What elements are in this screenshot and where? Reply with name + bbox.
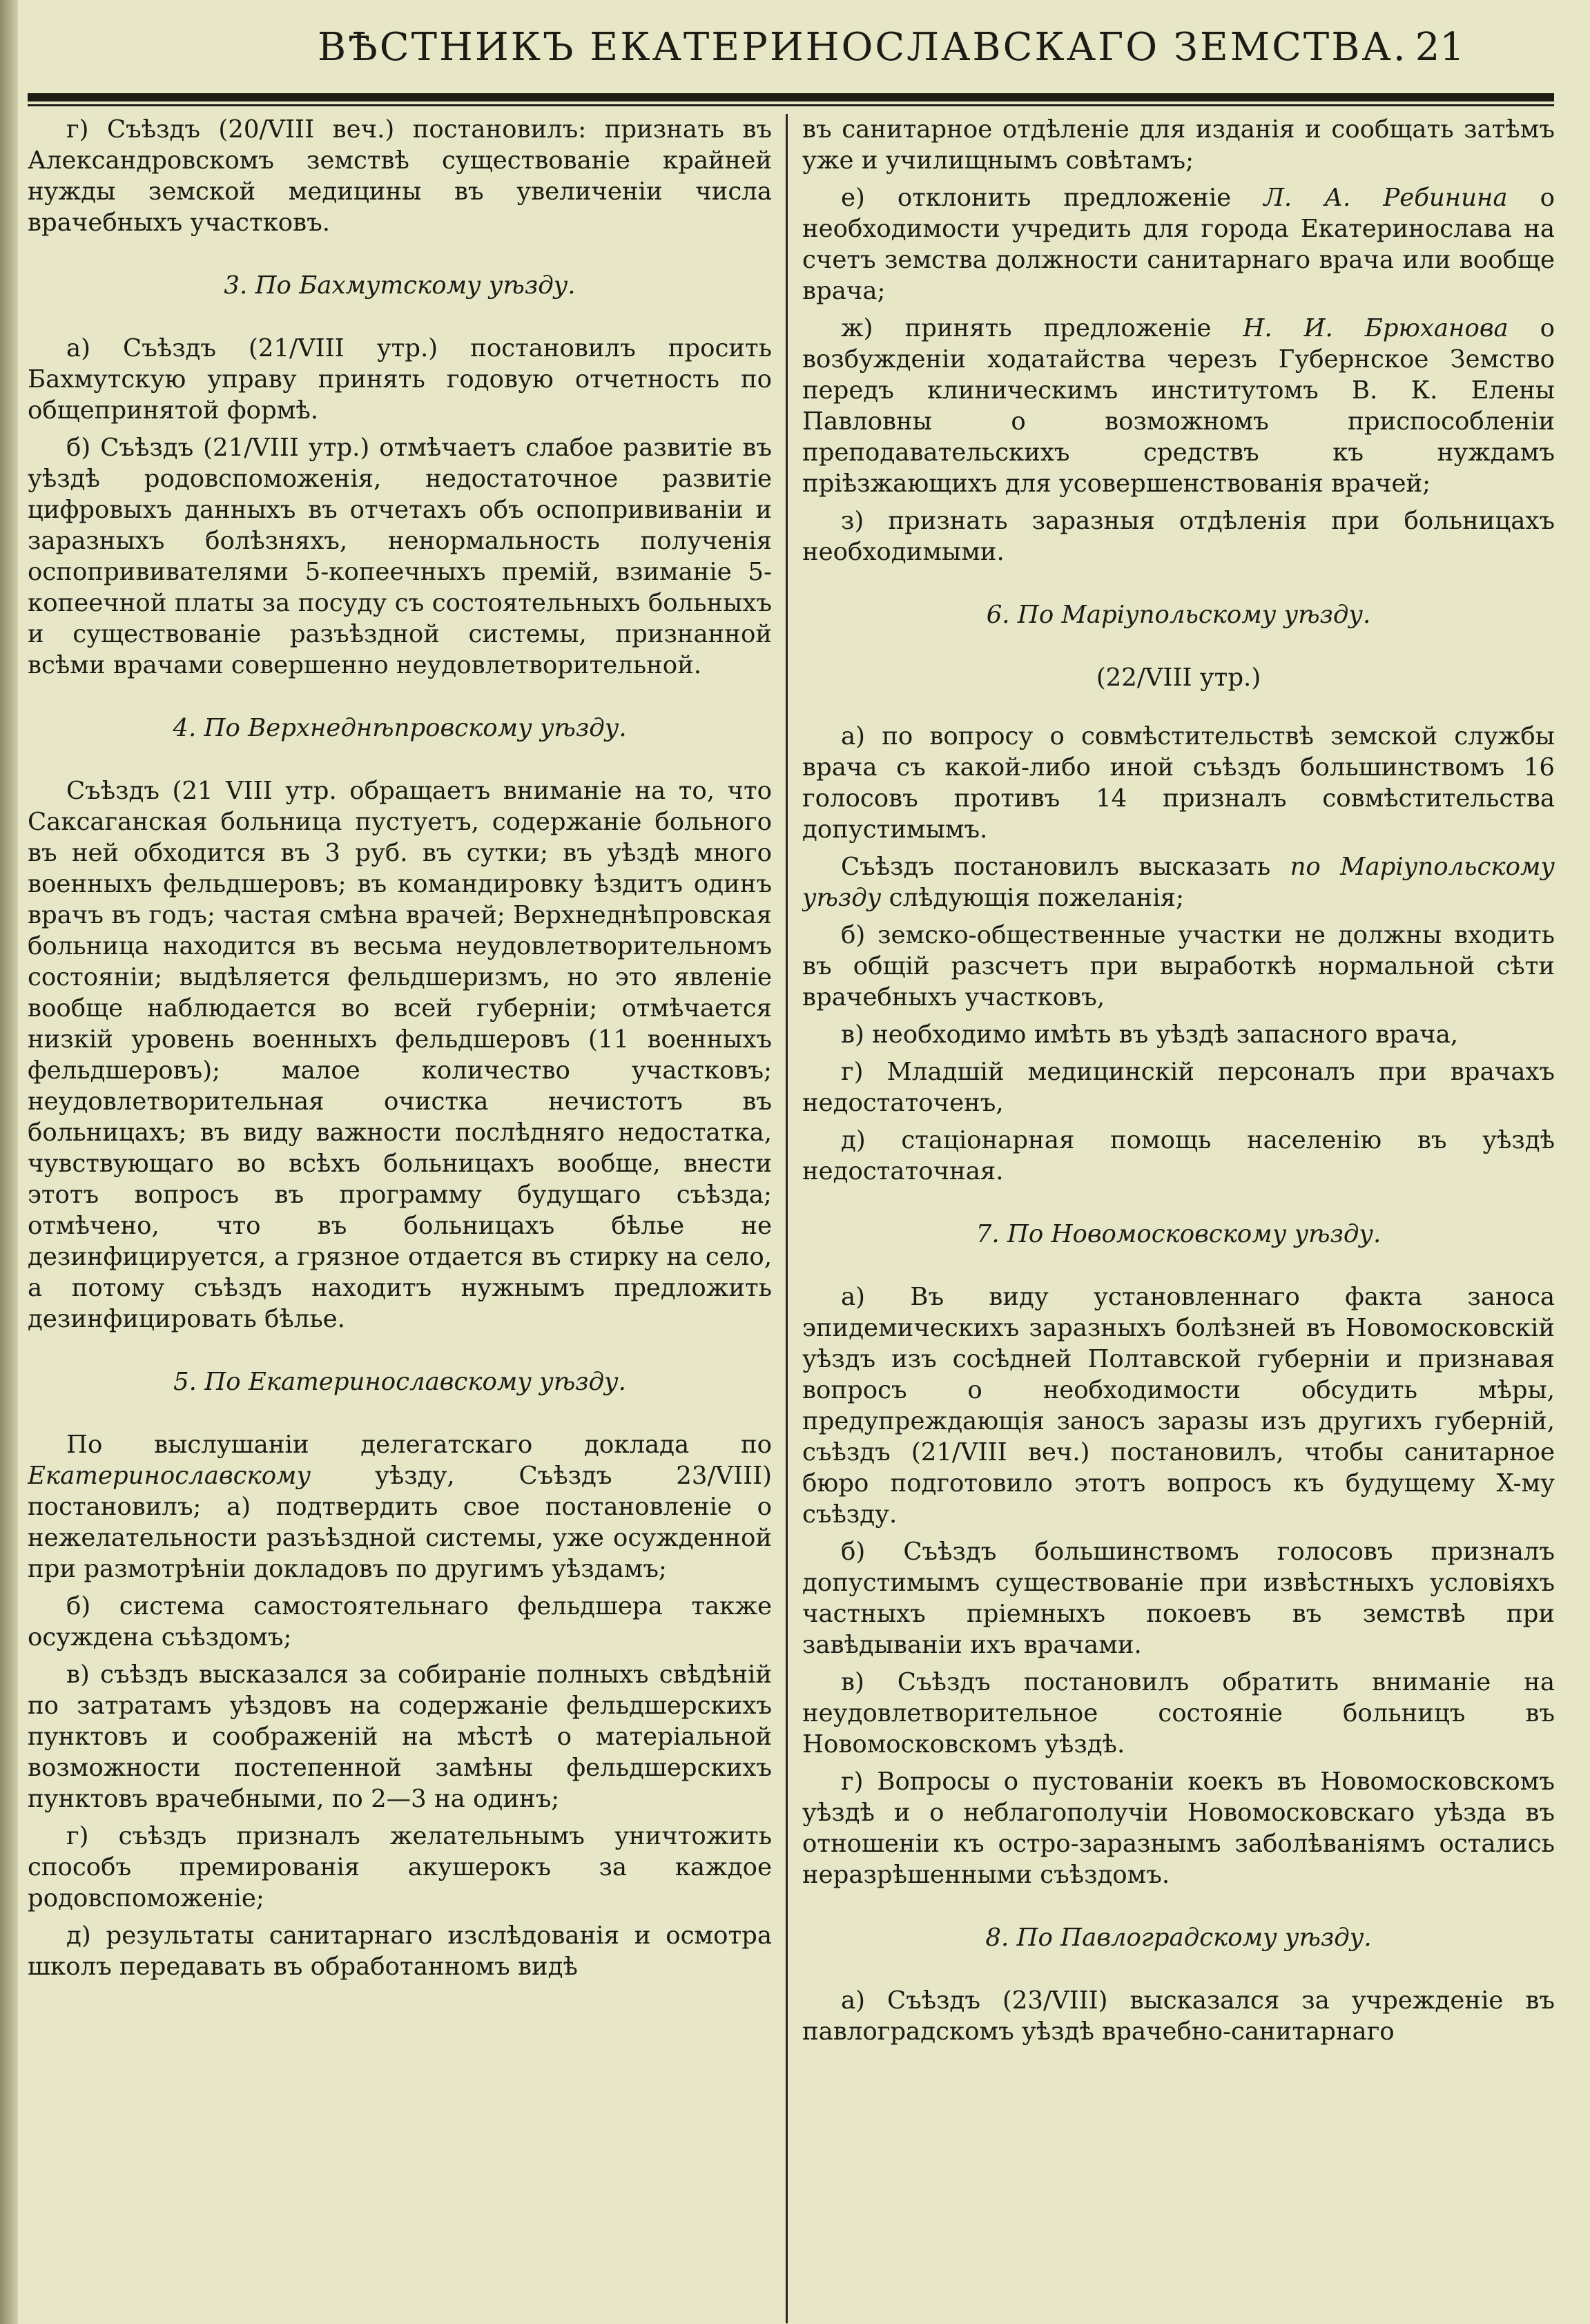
section-heading-novomoskovsk: 7. По Новомосковскому уѣзду.: [976, 1220, 1381, 1248]
text: слѣдующія пожеланія;: [881, 884, 1184, 912]
header-rule-thick: [28, 93, 1554, 101]
paragraph-bakhmut-a: а) Съѣздъ (21/VIII утр.) постановилъ просить Бахмутскую управу принять годовую отчетность по общепринятой формѣ.: [28, 334, 772, 425]
italic-person: Л. А. Ребинина: [1263, 184, 1508, 212]
paragraph-novomoskovsk-v: в) Съѣздъ постановилъ обратить вниманіе на неудовлетворительное состояніе больницъ въ Новомосковскомъ уѣздѣ.: [802, 1668, 1555, 1759]
paragraph-mariupol-a: а) по вопросу о совмѣстительствѣ земской службы врача съ какой-либо иной съѣздъ большинствомъ 16 голосовъ противъ 14 призналъ совмѣстительства допустимымъ.: [802, 722, 1555, 844]
page-header: [28, 12, 1554, 95]
text: Съѣздъ постановилъ высказать: [841, 853, 1290, 881]
section-heading-ekaterinoslav: 5. По Екатеринославскому уѣзду.: [173, 1368, 626, 1396]
paragraph-mariupol-g: г) Младшій медицинскій персоналъ при врачахъ недостаточенъ,: [802, 1058, 1555, 1117]
paragraph-novomoskovsk-b: б) Съѣздъ большинствомъ голосовъ призналъ допустимымъ существованіе при извѣстныхъ условіяхъ частныхъ пріемныхъ покоевъ въ земствѣ при завѣдываніи ихъ врачами.: [802, 1538, 1555, 1659]
paragraph-zh-bryukhanov: [802, 313, 1555, 499]
text: о необходимости учредить для города Екатеринослава на счетъ земства должности санитарнаго врача или вообще врача;: [802, 184, 1555, 305]
section-subheading-date: (22/VIII утр.): [1096, 664, 1261, 692]
italic-district: Екатеринославскому: [28, 1462, 311, 1490]
italic-district: по Маріупольскому уѣзду: [802, 853, 1555, 912]
section-heading-bakhmut: 3. По Бахмутскому уѣзду.: [224, 271, 576, 300]
paragraph-bakhmut-b: б) Съѣздъ (21/VIII утр.) отмѣчаетъ слабое развитіе въ уѣздѣ родовспоможенія, недостаточное развитіе цифровыхъ данныхъ въ отчетахъ объ оспопрививаніи и заразныхъ болѣзняхъ, ненормальность полученія оспопрививателями 5-копеечныхъ премій, взиманіе 5-копеечной платы за посуду съ состоятельныхъ больныхъ и существованіе разъѣздной системы, признанной всѣми врачами совершенно неудовлетворительной.: [28, 434, 772, 679]
paragraph-ekaterinoslav-a: [28, 1429, 772, 1585]
section-heading-pavlograd: 8. По Павлоградскому уѣзду.: [985, 1924, 1372, 1952]
paragraph-mariupol-b: б) земско-общественные участки не должны входить въ общій разсчетъ при выработкѣ нормальной сѣти врачебныхъ участковъ,: [802, 921, 1555, 1011]
right-column: [802, 114, 1555, 2317]
paragraph-novomoskovsk-g: г) Вопросы о пустованіи коекъ въ Новомосковскомъ уѣздѣ и о неблагополучіи Новомосковскаго уѣзда въ отношеніи къ остро-заразнымъ заболѣваніямъ остались неразрѣшенными съѣздомъ.: [802, 1768, 1555, 1889]
italic-person: Н. И. Брюханова: [1243, 314, 1509, 342]
paragraph-mariupol-d: д) стаціонарная помощь населенію въ уѣздѣ недостаточная.: [802, 1126, 1555, 1185]
left-column: [28, 114, 772, 2317]
section-heading-verkhnedneprovsk: 4. По Верхнеднѣпровскому уѣзду.: [173, 714, 627, 742]
paragraph-ekaterinoslav-v: в) съѣздъ высказался за собираніе полныхъ свѣдѣній по затратамъ уѣздовъ на содержаніе фельдшерскихъ пунктовъ и соображеній на мѣстѣ о матеріальной возможности постепенной замѣны фельдшерскихъ пунктовъ врачебными, по 2—3 на одинъ;: [28, 1660, 772, 1813]
paragraph-continuation: въ санитарное отдѣленіе для изданія и сообщать затѣмъ уже и училищнымъ совѣтамъ;: [802, 115, 1555, 175]
text: о возбужденіи ходатайства черезъ Губернское Земство передъ клиническимъ институтомъ В. К. Елены Павловны о возможномъ приспособленіи преподавательскихъ средствъ къ нуждамъ пріѣзжающихъ для усовершенствованія врачей;: [802, 314, 1555, 498]
paragraph-ekaterinoslav-d: д) результаты санитарнаго изслѣдованія и осмотра школъ передавать въ обработанномъ видѣ: [28, 1921, 772, 1981]
text: уѣзду, Съѣздъ 23/VIII) постановилъ; а) подтвердить свое постановленіе о нежелательности разъѣздной системы, уже осужденной при размотрѣніи докладовъ по другимъ уѣздамъ;: [28, 1462, 772, 1583]
paragraph-ekaterinoslav-g: г) съѣздъ призналъ желательнымъ уничтожить способъ премированія акушерокъ за каждое родовспоможеніе;: [28, 1822, 772, 1913]
paragraph-e-rebinin: [802, 182, 1555, 307]
paragraph-novomoskovsk-a: а) Въ виду установленнаго факта заноса эпидемическихъ заразныхъ болѣзней въ Новомосковскій уѣздъ изъ сосѣдней Полтавской губерніи и признавая вопросъ о необходимости обсудить мѣры, предупреждающія заносъ заразы изъ другихъ губерній, съѣздъ (21/VIII веч.) постановилъ, чтобы санитарное бюро подготовило этотъ вопросъ къ будущему X-му съѣзду.: [802, 1283, 1555, 1529]
header-rule-thin: [28, 104, 1554, 106]
paragraph-verkhnedneprovsk: Съѣздъ (21 VIII утр. обращаетъ вниманіе на то, что Саксаганская больница пустуетъ, содержаніе больного въ ней обходится въ 3 руб. въ сутки; въ уѣздѣ много военныхъ фельдшеровъ; въ командировку ѣздитъ одинъ врачъ въ годъ; частая смѣна врачей; Верхнеднѣпровская больница находится въ весьма неудовлетворительномъ состояніи; выдѣляется фельдшеризмъ, но это явленіе вообще наблюдается во всей губерніи; отмѣчается низкій уровень военныхъ фельдшеровъ (11 военныхъ фельдшеровъ); малое количество участковъ; неудовлетворительная очистка нечистотъ въ больницахъ; въ виду важности послѣдняго недостатка, чувствующаго во всѣхъ больницахъ вообще, внести этотъ вопросъ въ программу будущаго съѣзда; отмѣчено, что въ больницахъ бѣлье не дезинфицируется, а грязное отдается въ стирку на село, а потому съѣздъ находитъ нужнымъ предложить дезинфицировать бѣлье.: [28, 777, 772, 1333]
paragraph-z-infectious: з) признать заразныя отдѣленія при больницахъ необходимыми.: [802, 507, 1555, 566]
text: е) отклонить предложеніе: [841, 184, 1264, 212]
paragraph-mariupol-v: в) необходимо имѣть въ уѣздѣ запасного врача,: [841, 1020, 1459, 1049]
column-divider: [786, 114, 788, 2323]
text: ж) принять предложеніе: [841, 314, 1243, 342]
paragraph-alexandrovsk-g: г) Съѣздъ (20/VIII веч.) постановилъ: признать въ Александровскомъ земствѣ существованіе крайней нужды земской медицины въ увеличеніи числа врачебныхъ участковъ.: [28, 115, 772, 237]
page-number: 21: [1415, 25, 1464, 70]
paragraph-pavlograd-a: а) Съѣздъ (23/VIII) высказался за учрежденіе въ павлоградскомъ уѣздѣ врачебно-санитарнаго: [802, 1986, 1555, 2046]
text: По выслушаніи делегатскаго доклада по: [66, 1431, 772, 1459]
binding-spine: [0, 0, 18, 2324]
journal-title: ВѢСТНИКЪ ЕКАТЕРИНОСЛАВСКАГО ЗЕМСТВА.: [318, 25, 1408, 70]
paragraph-mariupol-wishes: [802, 851, 1555, 913]
paragraph-ekaterinoslav-b: б) система самостоятельнаго фельдшера также осуждена съѣздомъ;: [28, 1592, 772, 1652]
section-heading-mariupol: 6. По Маріупольскому уѣзду.: [986, 601, 1371, 629]
